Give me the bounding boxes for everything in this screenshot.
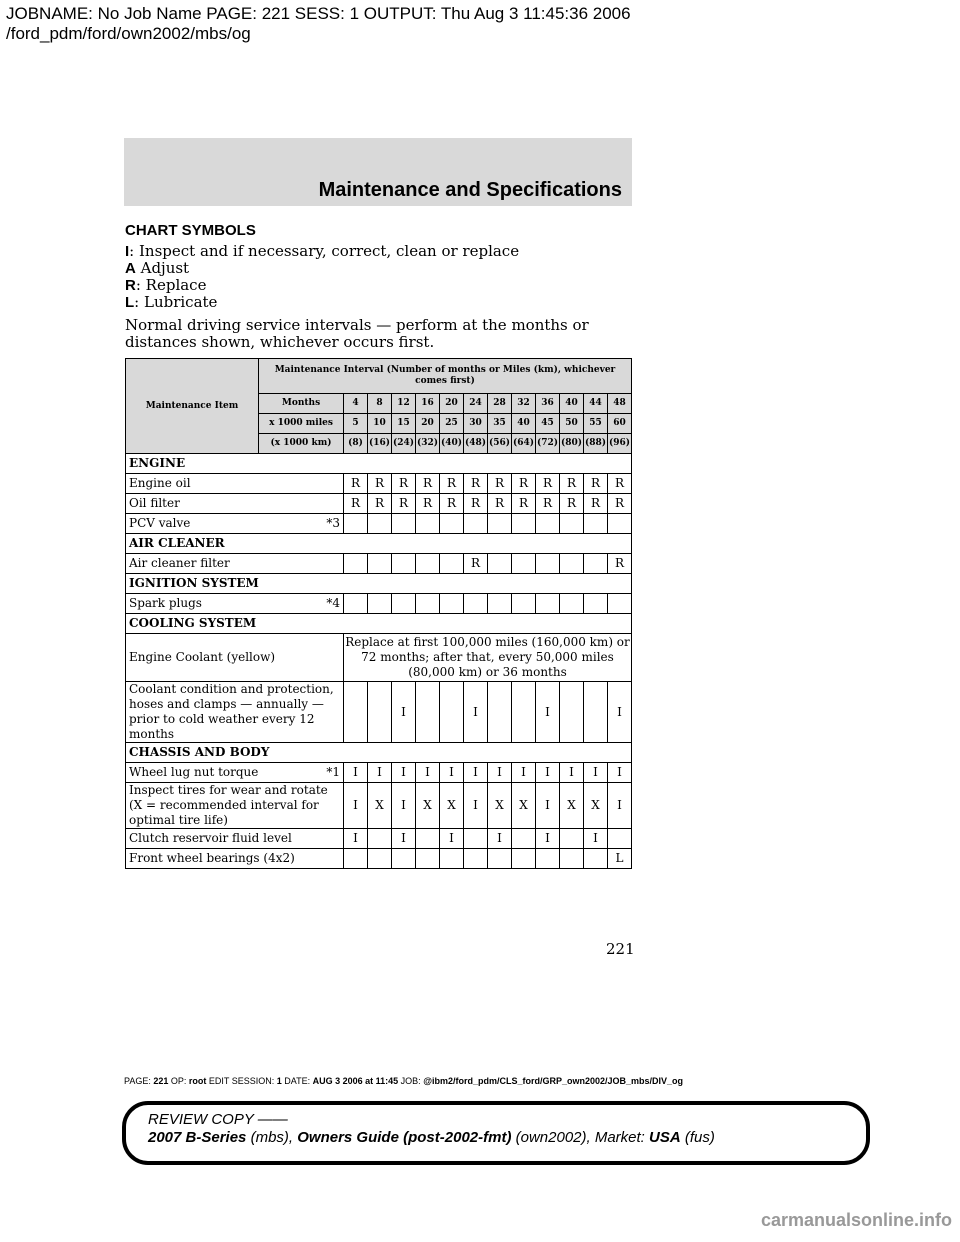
- interval-cell: R: [464, 474, 488, 494]
- interval-cell: I: [344, 783, 368, 829]
- interval-value: 48: [608, 394, 632, 414]
- table-row: [126, 634, 632, 682]
- review-sep: ,: [288, 1129, 298, 1146]
- review-copy-label: REVIEW COPY ——: [148, 1111, 288, 1128]
- symbol-key: A: [125, 260, 136, 277]
- interval-value: (56): [488, 434, 512, 454]
- watermark-text: carmanualsonline.info: [760, 1210, 952, 1230]
- interval-cell: [416, 514, 440, 534]
- interval-cell: R: [512, 494, 536, 514]
- interval-cell: R: [464, 554, 488, 574]
- item-label: Engine oil: [129, 476, 191, 490]
- item-cell: [126, 594, 344, 614]
- interval-value: 45: [536, 414, 560, 434]
- interval-cell: [560, 682, 584, 743]
- section-title: IGNITION SYSTEM: [126, 574, 632, 594]
- symbol-key: L: [125, 294, 135, 311]
- item-label: Inspect tires for wear and rotate (X = recommended interval for optimal tire life): [129, 783, 328, 827]
- interval-value: 35: [488, 414, 512, 434]
- symbol-desc: : Replace: [135, 276, 207, 294]
- interval-cell: [416, 682, 440, 743]
- footer-value: 221: [153, 1076, 169, 1086]
- interval-cell: [440, 554, 464, 574]
- interval-value: (16): [368, 434, 392, 454]
- interval-cell: I: [464, 763, 488, 783]
- interval-value: 50: [560, 414, 584, 434]
- interval-row-label: x 1000 miles: [259, 414, 344, 434]
- section-row: [126, 534, 632, 554]
- interval-cell: I: [512, 763, 536, 783]
- interval-cell: X: [368, 783, 392, 829]
- section-row: [126, 614, 632, 634]
- symbol-desc: Adjust: [135, 259, 190, 277]
- interval-cell: X: [584, 783, 608, 829]
- interval-value: 55: [584, 414, 608, 434]
- interval-cell: [560, 849, 584, 869]
- interval-cell: R: [584, 474, 608, 494]
- interval-value: 32: [512, 394, 536, 414]
- interval-cell: [608, 829, 632, 849]
- interval-cell: [512, 849, 536, 869]
- interval-cell: X: [416, 783, 440, 829]
- interval-cell: [536, 594, 560, 614]
- section-row: [126, 454, 632, 474]
- interval-cell: I: [440, 829, 464, 849]
- item-cell: [126, 494, 344, 514]
- interval-cell: I: [392, 763, 416, 783]
- interval-cell: [488, 849, 512, 869]
- item-note: *3: [326, 516, 340, 530]
- interval-value: 16: [416, 394, 440, 414]
- interval-cell: I: [392, 829, 416, 849]
- interval-cell: [512, 554, 536, 574]
- interval-value: 5: [344, 414, 368, 434]
- interval-value: 4: [344, 394, 368, 414]
- interval-cell: I: [608, 783, 632, 829]
- item-cell: [126, 554, 344, 574]
- interval-cell: I: [368, 763, 392, 783]
- interval-cell: [560, 829, 584, 849]
- table-row: [126, 849, 632, 869]
- interval-cell: [464, 849, 488, 869]
- item-label: PCV valve: [129, 516, 191, 530]
- interval-cell: R: [344, 474, 368, 494]
- symbol-desc: : Lubricate: [134, 293, 218, 311]
- interval-cell: [488, 594, 512, 614]
- job-header: [6, 4, 631, 44]
- interval-cell: X: [560, 783, 584, 829]
- interval-cell: [440, 594, 464, 614]
- interval-cell: [392, 514, 416, 534]
- interval-cell: [560, 594, 584, 614]
- chart-symbols-block: [125, 222, 633, 351]
- interval-cell: R: [608, 494, 632, 514]
- footer-value: root: [188, 1076, 207, 1086]
- footer-label: JOB:: [398, 1076, 424, 1086]
- item-label: Wheel lug nut torque: [129, 765, 259, 779]
- review-sep: , Market:: [586, 1129, 650, 1146]
- table-row: [126, 682, 632, 743]
- interval-cell: [488, 554, 512, 574]
- interval-cell: I: [488, 829, 512, 849]
- table-row: [126, 763, 632, 783]
- interval-cell: [536, 554, 560, 574]
- interval-cell: R: [488, 494, 512, 514]
- interval-cell: [368, 829, 392, 849]
- item-column-header: Maintenance Item: [126, 359, 259, 454]
- maintenance-table: [125, 358, 632, 869]
- table-header-row: [126, 359, 632, 394]
- interval-value: 28: [488, 394, 512, 414]
- interval-cell: I: [416, 763, 440, 783]
- interval-cell: X: [488, 783, 512, 829]
- span-cell: Replace at first 100,000 miles (160,000 km) or 72 months; after that, every 50,000 miles (80,000 km) or 36 months: [344, 634, 632, 682]
- page-number: 221: [606, 940, 635, 958]
- item-label: Air cleaner filter: [129, 556, 230, 570]
- interval-cell: I: [536, 783, 560, 829]
- table-row: [126, 494, 632, 514]
- interval-cell: [392, 849, 416, 869]
- table-row: [126, 554, 632, 574]
- interval-cell: [368, 849, 392, 869]
- interval-cell: [416, 554, 440, 574]
- interval-cell: [512, 829, 536, 849]
- footer-label: EDIT SESSION:: [206, 1076, 277, 1086]
- interval-cell: [344, 554, 368, 574]
- interval-value: 40: [560, 394, 584, 414]
- interval-value: 25: [440, 414, 464, 434]
- interval-cell: I: [392, 783, 416, 829]
- item-label: Coolant condition and protection, hoses and clamps — annually — prior to cold weather every 12 months: [129, 682, 334, 741]
- interval-cell: I: [584, 763, 608, 783]
- interval-cell: R: [584, 494, 608, 514]
- table-row: [126, 474, 632, 494]
- item-label: Oil filter: [129, 496, 180, 510]
- item-cell: [126, 783, 344, 829]
- interval-cell: [416, 829, 440, 849]
- interval-cell: R: [464, 494, 488, 514]
- interval-cell: [512, 514, 536, 534]
- interval-value: 36: [536, 394, 560, 414]
- item-cell: [126, 849, 344, 869]
- interval-cell: R: [368, 474, 392, 494]
- review-market: USA: [649, 1129, 681, 1146]
- interval-value: (88): [584, 434, 608, 454]
- interval-cell: I: [536, 763, 560, 783]
- table-row: [126, 594, 632, 614]
- interval-cell: I: [464, 682, 488, 743]
- symbol-line: [125, 294, 633, 311]
- interval-cell: I: [344, 829, 368, 849]
- item-cell: [126, 474, 344, 494]
- interval-value: 12: [392, 394, 416, 414]
- interval-cell: I: [344, 763, 368, 783]
- review-copy-box: [122, 1101, 870, 1165]
- interval-value: (40): [440, 434, 464, 454]
- interval-value: (72): [536, 434, 560, 454]
- symbol-desc: : Inspect and if necessary, correct, clean or replace: [129, 242, 520, 260]
- chart-symbols-heading: CHART SYMBOLS: [125, 222, 256, 239]
- banner-title: Maintenance and Specifications: [318, 179, 622, 201]
- interval-cell: I: [608, 763, 632, 783]
- interval-value: 8: [368, 394, 392, 414]
- interval-value: (24): [392, 434, 416, 454]
- interval-cell: X: [512, 783, 536, 829]
- interval-cell: I: [488, 763, 512, 783]
- table-row: [126, 829, 632, 849]
- page-footer: [124, 1076, 683, 1086]
- interval-cell: [440, 514, 464, 534]
- interval-cell: I: [440, 763, 464, 783]
- item-note: *1: [326, 765, 340, 779]
- interval-cell: [608, 514, 632, 534]
- item-label: Front wheel bearings (4x2): [129, 851, 295, 865]
- interval-cell: R: [536, 474, 560, 494]
- section-title: ENGINE: [126, 454, 632, 474]
- interval-cell: [464, 594, 488, 614]
- interval-cell: I: [560, 763, 584, 783]
- interval-cell: R: [488, 474, 512, 494]
- interval-row-label: Months: [259, 394, 344, 414]
- item-cell: [126, 514, 344, 534]
- job-header-line2: /ford_pdm/ford/own2002/mbs/og: [6, 24, 251, 43]
- symbol-key: R: [125, 277, 136, 294]
- interval-cell: I: [536, 682, 560, 743]
- item-label: Spark plugs: [129, 596, 202, 610]
- interval-cell: [368, 514, 392, 534]
- interval-value: (96): [608, 434, 632, 454]
- review-guide: Owners Guide (post-2002-fmt): [297, 1129, 512, 1146]
- interval-value: 20: [416, 414, 440, 434]
- interval-cell: [464, 514, 488, 534]
- interval-cell: R: [416, 474, 440, 494]
- interval-cell: I: [464, 783, 488, 829]
- interval-cell: [536, 849, 560, 869]
- interval-cell: I: [392, 682, 416, 743]
- interval-cell: X: [440, 783, 464, 829]
- footer-value: @ibm2/ford_pdm/CLS_ford/GRP_own2002/JOB_mbs/DIV_og: [423, 1076, 684, 1086]
- section-row: [126, 574, 632, 594]
- interval-cell: [344, 594, 368, 614]
- footer-label: PAGE:: [124, 1076, 154, 1086]
- section-title: CHASSIS AND BODY: [126, 743, 632, 763]
- interval-value: (80): [560, 434, 584, 454]
- interval-cell: [584, 514, 608, 534]
- interval-cell: R: [608, 474, 632, 494]
- interval-value: (8): [344, 434, 368, 454]
- interval-cell: [368, 682, 392, 743]
- interval-cell: [560, 554, 584, 574]
- review-model: 2007 B-Series: [148, 1129, 247, 1146]
- review-guide-code: (own2002): [511, 1129, 587, 1146]
- interval-cell: [344, 682, 368, 743]
- interval-cell: [584, 849, 608, 869]
- footer-label: OP:: [168, 1076, 189, 1086]
- interval-cell: I: [536, 829, 560, 849]
- interval-cell: R: [560, 494, 584, 514]
- interval-cell: R: [608, 554, 632, 574]
- interval-cell: R: [368, 494, 392, 514]
- interval-value: 44: [584, 394, 608, 414]
- interval-cell: R: [512, 474, 536, 494]
- interval-cell: [344, 514, 368, 534]
- interval-value: 10: [368, 414, 392, 434]
- interval-cell: R: [392, 494, 416, 514]
- job-header-line1: JOBNAME: No Job Name PAGE: 221 SESS: 1 OUTPUT: Thu Aug 3 11:45:36 2006: [6, 4, 631, 23]
- section-banner: [124, 138, 632, 206]
- table-row: [126, 783, 632, 829]
- interval-value: 30: [464, 414, 488, 434]
- interval-cell: L: [608, 849, 632, 869]
- review-model-code: (mbs): [246, 1129, 289, 1146]
- interval-cell: [584, 682, 608, 743]
- table-row: [126, 514, 632, 534]
- interval-value: 40: [512, 414, 536, 434]
- interval-value: 20: [440, 394, 464, 414]
- interval-cell: [536, 514, 560, 534]
- interval-cell: [512, 682, 536, 743]
- interval-cell: [584, 554, 608, 574]
- review-market-code: (fus): [680, 1129, 715, 1146]
- interval-cell: [464, 829, 488, 849]
- section-title: AIR CLEANER: [126, 534, 632, 554]
- interval-value: 15: [392, 414, 416, 434]
- interval-cell: R: [392, 474, 416, 494]
- symbol-line: [125, 260, 633, 277]
- interval-value: 24: [464, 394, 488, 414]
- interval-cell: [488, 682, 512, 743]
- item-label: Engine Coolant (yellow): [129, 650, 276, 664]
- item-cell: [126, 682, 344, 743]
- interval-cell: R: [440, 474, 464, 494]
- interval-cell: I: [608, 682, 632, 743]
- interval-cell: R: [416, 494, 440, 514]
- item-cell: [126, 634, 344, 682]
- interval-cell: [416, 849, 440, 869]
- interval-cell: [608, 594, 632, 614]
- interval-cell: [512, 594, 536, 614]
- item-label: Clutch reservoir fluid level: [129, 831, 292, 845]
- symbol-line: [125, 243, 633, 260]
- interval-cell: [392, 594, 416, 614]
- interval-cell: [344, 849, 368, 869]
- intro-paragraph: Normal driving service intervals — perform at the months or distances shown, whichever occurs first.: [125, 316, 589, 351]
- interval-cell: [392, 554, 416, 574]
- interval-cell: R: [536, 494, 560, 514]
- section-title: COOLING SYSTEM: [126, 614, 632, 634]
- interval-cell: [560, 514, 584, 534]
- interval-cell: [368, 554, 392, 574]
- interval-cell: [368, 594, 392, 614]
- interval-cell: [440, 682, 464, 743]
- footer-value: AUG 3 2006 at 11:45: [312, 1076, 399, 1086]
- section-row: [126, 743, 632, 763]
- interval-value: (64): [512, 434, 536, 454]
- interval-header: Maintenance Interval (Number of months or Miles (km), whichever comes first): [259, 359, 632, 394]
- footer-label: DATE:: [281, 1076, 313, 1086]
- footer-value: 1: [276, 1076, 282, 1086]
- interval-cell: R: [344, 494, 368, 514]
- interval-value: 60: [608, 414, 632, 434]
- interval-value: (48): [464, 434, 488, 454]
- interval-cell: I: [584, 829, 608, 849]
- interval-row-label: (x 1000 km): [259, 434, 344, 454]
- interval-cell: [584, 594, 608, 614]
- symbol-key: I: [125, 243, 130, 260]
- review-copy-details: [148, 1129, 866, 1147]
- interval-value: (32): [416, 434, 440, 454]
- interval-cell: [440, 849, 464, 869]
- interval-cell: R: [560, 474, 584, 494]
- interval-cell: R: [440, 494, 464, 514]
- item-note: *4: [326, 596, 340, 610]
- interval-cell: [416, 594, 440, 614]
- symbol-line: [125, 277, 633, 294]
- item-cell: [126, 763, 344, 783]
- interval-cell: [488, 514, 512, 534]
- item-cell: [126, 829, 344, 849]
